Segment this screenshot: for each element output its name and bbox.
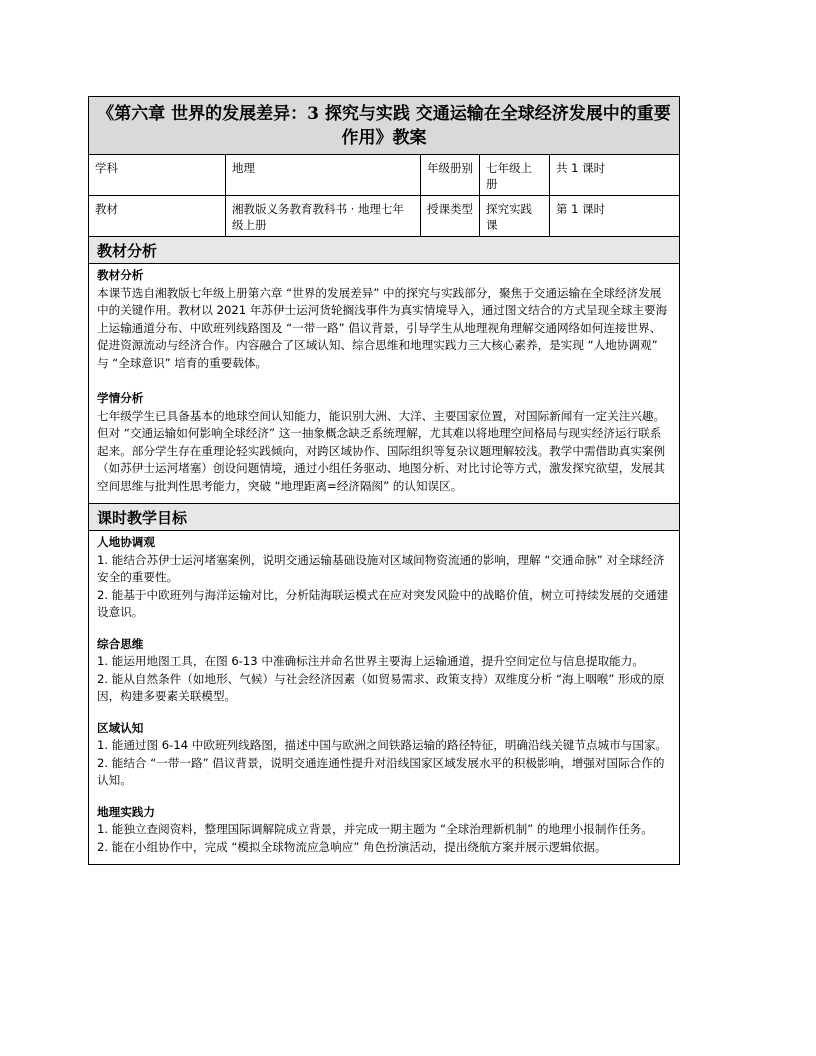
goal-group	[97, 636, 671, 706]
goal-item: 2. 能从自然条件（如地形、气候）与社会经济因素（如贸易需求、政策支持）双维度分析 “海上咽喉” 形成的原因，构建多要素关联模型。	[97, 671, 665, 703]
goal-item: 2. 能在小组协作中，完成 “模拟全球物流应急响应” 角色扮演活动，提出绕航方案并展示逻辑依据。	[97, 839, 607, 854]
lesson-type-label: 授课类型	[421, 196, 480, 236]
goal-item: 1. 能独立查阅资料，整理国际调解院成立背景，并完成一期主题为 “全球治理新机制” 的地理小报制作任务。	[97, 822, 653, 836]
section-heading-material-analysis: 教材分析	[89, 237, 679, 264]
subject-label: 学科	[89, 155, 226, 195]
goal-group-title: 综合思维	[97, 636, 144, 651]
grade-label: 年级册别	[421, 155, 480, 195]
total-periods: 共 1 课时	[556, 161, 606, 175]
grade-value: 七年级上册	[480, 155, 550, 195]
section-heading-teaching-goals: 课时教学目标	[89, 504, 679, 531]
goal-item: 2. 能结合 “一带一路” 倡议背景，说明交通连通性提升对沿线国家区域发展水平的积极影响，增强对国际合作的认知。	[97, 755, 665, 787]
subheading-student-analysis: 学情分析	[97, 391, 144, 405]
material-analysis-body	[89, 264, 679, 504]
goal-group	[97, 534, 671, 622]
lesson-type-value: 探究实践课	[480, 196, 550, 236]
material-analysis-text: 本课节选自湘教版七年级上册第六章 “世界的发展差异” 中的探究与实践部分，聚焦于交通运输在全球经济发展中的关键作用。教材以 2021 年苏伊士运河货轮搁浅事件为真实情境导入，通过图文结合的方式呈现全球主要海上运输通道分布、中欧班列线路图及 “一带一路” 倡议背景，引导学生从地理视角理解交通网络如何连接世界、促进资源流动与经济合作。内容融合了区域认知、综合思维和地理实践力三大核心素养，是实现 “人地协调观” 与 “全球意识” 培育的重要载体。	[97, 285, 668, 370]
lesson-plan-table	[88, 96, 680, 865]
subheading-material-analysis: 教材分析	[97, 268, 144, 282]
goal-group	[97, 720, 671, 790]
teaching-goals-body	[89, 531, 679, 864]
goal-group	[97, 804, 671, 857]
textbook-value: 湘教版义务教育教科书 · 地理七年级上册	[226, 196, 421, 236]
textbook-label: 教材	[89, 196, 226, 236]
goal-group-title: 人地协调观	[97, 535, 155, 549]
goal-group-title: 区域认知	[97, 720, 144, 735]
info-row-subject	[89, 155, 679, 196]
goal-item: 2. 能基于中欧班列与海洋运输对比，分析陆海联运模式在应对突发风险中的战略价值，树立可持续发展的交通建设意识。	[97, 587, 669, 619]
subject-value: 地理	[226, 155, 421, 195]
goal-group-title: 地理实践力	[97, 804, 155, 819]
info-row-textbook	[89, 196, 679, 237]
student-analysis-text: 七年级学生已具备基本的地球空间认知能力，能识别大洲、大洋、主要国家位置，对国际新闻有一定关注兴趣。但对 “交通运输如何影响全球经济” 这一抽象概念缺乏系统理解，尤其难以将地理空间格局与现实经济运行联系起来。部分学生存在重理论轻实践倾向，对跨区域协作、国际组织等复杂议题理解较浅。教学中需借助真实案例（如苏伊士运河堵塞）创设问题情境，通过小组任务驱动、地图分析、对比讨论等方式，激发探究欲望，发展其空间思维与批判性思考能力，突破 “地理距离=经济隔阂” 的认知误区。	[97, 408, 666, 493]
document-title: 《第六章 世界的发展差异：3 探究与实践 交通运输在全球经济发展中的重要作用》教案	[89, 97, 679, 155]
goal-item: 1. 能通过图 6-14 中欧班列线路图，描述中国与欧洲之间铁路运输的路径特征，明确沿线关键节点城市与国家。	[97, 738, 668, 752]
goal-item: 1. 能结合苏伊士运河堵塞案例，说明交通运输基础设施对区域间物资流通的影响，理解 “交通命脉” 对全球经济安全的重要性。	[97, 552, 665, 584]
current-period: 第 1 课时	[556, 202, 606, 216]
goal-item: 1. 能运用地图工具，在图 6-13 中准确标注并命名世界主要海上运输通道，提升空间定位与信息提取能力。	[97, 654, 644, 668]
